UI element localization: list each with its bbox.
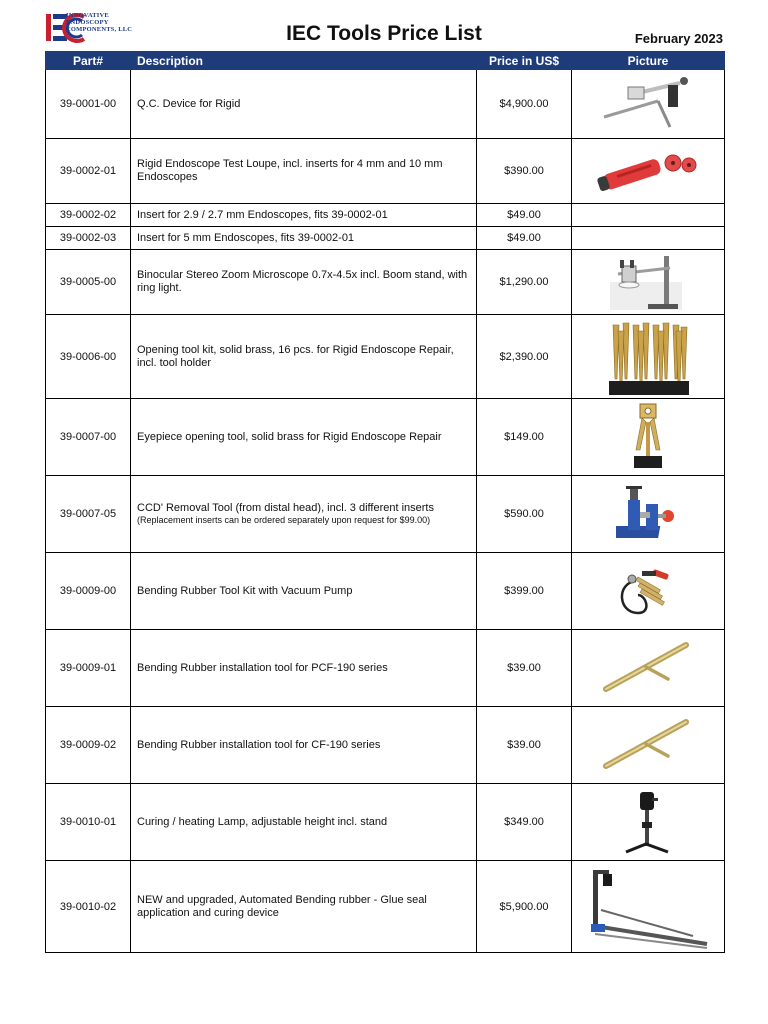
price: $590.00 — [477, 476, 572, 553]
price: $49.00 — [477, 227, 572, 250]
price: $5,900.00 — [477, 861, 572, 953]
curing-lamp-icon — [618, 788, 678, 856]
description-text: Binocular Stereo Zoom Microscope 0.7x-4.5x incl. Boom stand, with ring light. — [137, 269, 468, 294]
part-number: 39-0009-00 — [46, 553, 131, 630]
product-picture — [572, 630, 725, 707]
part-number: 39-0010-02 — [46, 861, 131, 953]
qc-device-icon — [598, 73, 698, 135]
table-row — [46, 861, 725, 953]
product-picture — [572, 315, 725, 399]
column-header-description: Description — [131, 52, 477, 70]
column-header-picture: Picture — [572, 52, 725, 70]
test-loupe-icon — [593, 146, 703, 196]
product-picture — [572, 399, 725, 476]
description-text: Insert for 5 mm Endoscopes, fits 39-0002-01 — [137, 231, 355, 244]
product-picture — [572, 250, 725, 315]
vacuum-pump-kit-icon — [616, 561, 680, 621]
description-text: Bending Rubber installation tool for CF-190 series — [137, 738, 381, 751]
product-picture — [572, 70, 725, 139]
price: $2,390.00 — [477, 315, 572, 399]
table-row — [46, 630, 725, 707]
description-note: (Replacement inserts can be ordered separately upon request for $99.00) — [137, 515, 431, 525]
price: $149.00 — [477, 399, 572, 476]
ccd-removal-tool-icon — [616, 482, 680, 546]
part-number: 39-0007-05 — [46, 476, 131, 553]
part-number: 39-0009-01 — [46, 630, 131, 707]
description-text: Bending Rubber installation tool for PCF-190 series — [137, 661, 388, 674]
description-text: Bending Rubber Tool Kit with Vacuum Pump — [137, 584, 353, 597]
product-picture — [572, 553, 725, 630]
description — [131, 250, 477, 315]
microscope-icon — [608, 252, 688, 312]
description — [131, 476, 477, 553]
table-row — [46, 476, 725, 553]
table-row — [46, 250, 725, 315]
table-row — [46, 70, 725, 139]
logo-line: ENDOSCOPY — [66, 19, 109, 26]
table-row — [46, 204, 725, 227]
logo-line: INNOVATIVE — [66, 12, 109, 19]
description-text: Opening tool kit, solid brass, 16 pcs. for Rigid Endoscope Repair, incl. tool holder — [137, 343, 454, 369]
description-text: CCD' Removal Tool (from distal head), incl. 3 different inserts — [137, 502, 434, 514]
table-row — [46, 139, 725, 204]
description-text: Eyepiece opening tool, solid brass for Rigid Endoscope Repair — [137, 430, 442, 443]
description — [131, 399, 477, 476]
part-number: 39-0005-00 — [46, 250, 131, 315]
installation-tool-icon — [598, 637, 698, 699]
column-header-part: Part# — [46, 52, 131, 70]
installation-tool-icon — [598, 714, 698, 776]
product-picture — [572, 784, 725, 861]
price: $399.00 — [477, 553, 572, 630]
description — [131, 315, 477, 399]
product-picture — [572, 227, 725, 250]
part-number: 39-0007-00 — [46, 399, 131, 476]
table-row — [46, 227, 725, 250]
description — [131, 861, 477, 953]
part-number: 39-0002-02 — [46, 204, 131, 227]
description — [131, 553, 477, 630]
description-text: Rigid Endoscope Test Loupe, incl. inserts for 4 mm and 10 mm Endoscopes — [137, 158, 443, 183]
glue-seal-device-icon — [583, 864, 713, 950]
product-picture — [572, 707, 725, 784]
page-title: IEC Tools Price List — [286, 22, 482, 45]
part-number: 39-0009-02 — [46, 707, 131, 784]
price: $49.00 — [477, 204, 572, 227]
part-number: 39-0010-01 — [46, 784, 131, 861]
table-row — [46, 553, 725, 630]
price: $390.00 — [477, 139, 572, 204]
part-number: 39-0001-00 — [46, 70, 131, 139]
description-text: Q.C. Device for Rigid — [137, 97, 241, 110]
description — [131, 784, 477, 861]
description-text: Insert for 2.9 / 2.7 mm Endoscopes, fits 39-0002-01 — [137, 208, 388, 221]
part-number: 39-0006-00 — [46, 315, 131, 399]
product-picture — [572, 139, 725, 204]
price-table — [45, 51, 725, 953]
table-row — [46, 315, 725, 399]
description-text: NEW and upgraded, Automated Bending rubber - Glue seal application and curing device — [137, 893, 427, 919]
logo-line: COMPONENTS, LLC — [66, 26, 133, 33]
price: $349.00 — [477, 784, 572, 861]
product-picture — [572, 476, 725, 553]
table-row — [46, 399, 725, 476]
brass-tool-kit-icon — [605, 317, 691, 397]
table-row — [46, 784, 725, 861]
price: $1,290.00 — [477, 250, 572, 315]
description — [131, 707, 477, 784]
description — [131, 70, 477, 139]
description-text: Curing / heating Lamp, adjustable height incl. stand — [137, 815, 388, 828]
price: $4,900.00 — [477, 70, 572, 139]
document-date: February 2023 — [634, 31, 723, 46]
price: $39.00 — [477, 707, 572, 784]
description — [131, 630, 477, 707]
product-picture — [572, 861, 725, 953]
part-number: 39-0002-03 — [46, 227, 131, 250]
description — [131, 139, 477, 204]
description — [131, 204, 477, 227]
price: $39.00 — [477, 630, 572, 707]
description — [131, 227, 477, 250]
table-row — [46, 707, 725, 784]
product-picture — [572, 204, 725, 227]
column-header-price: Price in US$ — [477, 52, 572, 70]
part-number: 39-0002-01 — [46, 139, 131, 204]
eyepiece-tool-icon — [628, 402, 668, 472]
table-header-row — [46, 52, 725, 70]
